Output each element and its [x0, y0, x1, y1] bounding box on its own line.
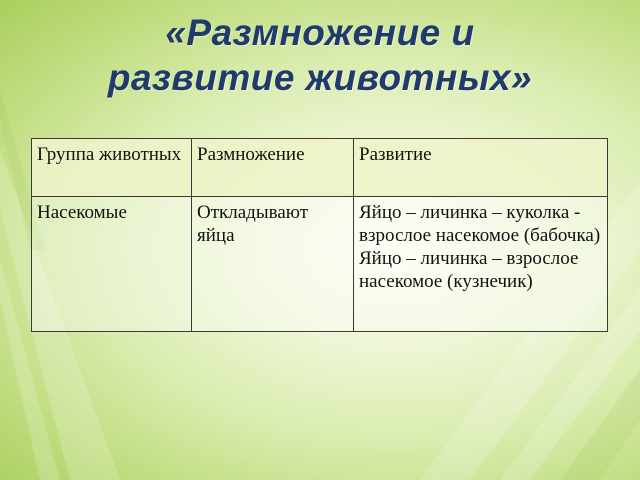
slide-title-line-1: «Размножение и [165, 12, 475, 53]
header-reproduction: Размножение [192, 139, 354, 197]
development-sequence-butterfly: Яйцо – личинка – куколка - взрослое насекомое (бабочка) [359, 202, 601, 246]
slide-title-line-2: развитие животных» [107, 57, 533, 98]
animal-development-table [31, 138, 608, 332]
cell-animal-group: Насекомые [32, 197, 192, 332]
table-row [32, 197, 608, 332]
header-animal-group: Группа животных [32, 139, 192, 197]
slide-title [0, 10, 640, 100]
header-development: Развитие [354, 139, 608, 197]
table-header-row [32, 139, 608, 197]
cell-development [354, 197, 608, 332]
cell-reproduction: Откладывают яйца [192, 197, 354, 332]
development-sequence-grasshopper: Яйцо – личинка – взрослое насекомое (кузнечик) [359, 248, 579, 292]
